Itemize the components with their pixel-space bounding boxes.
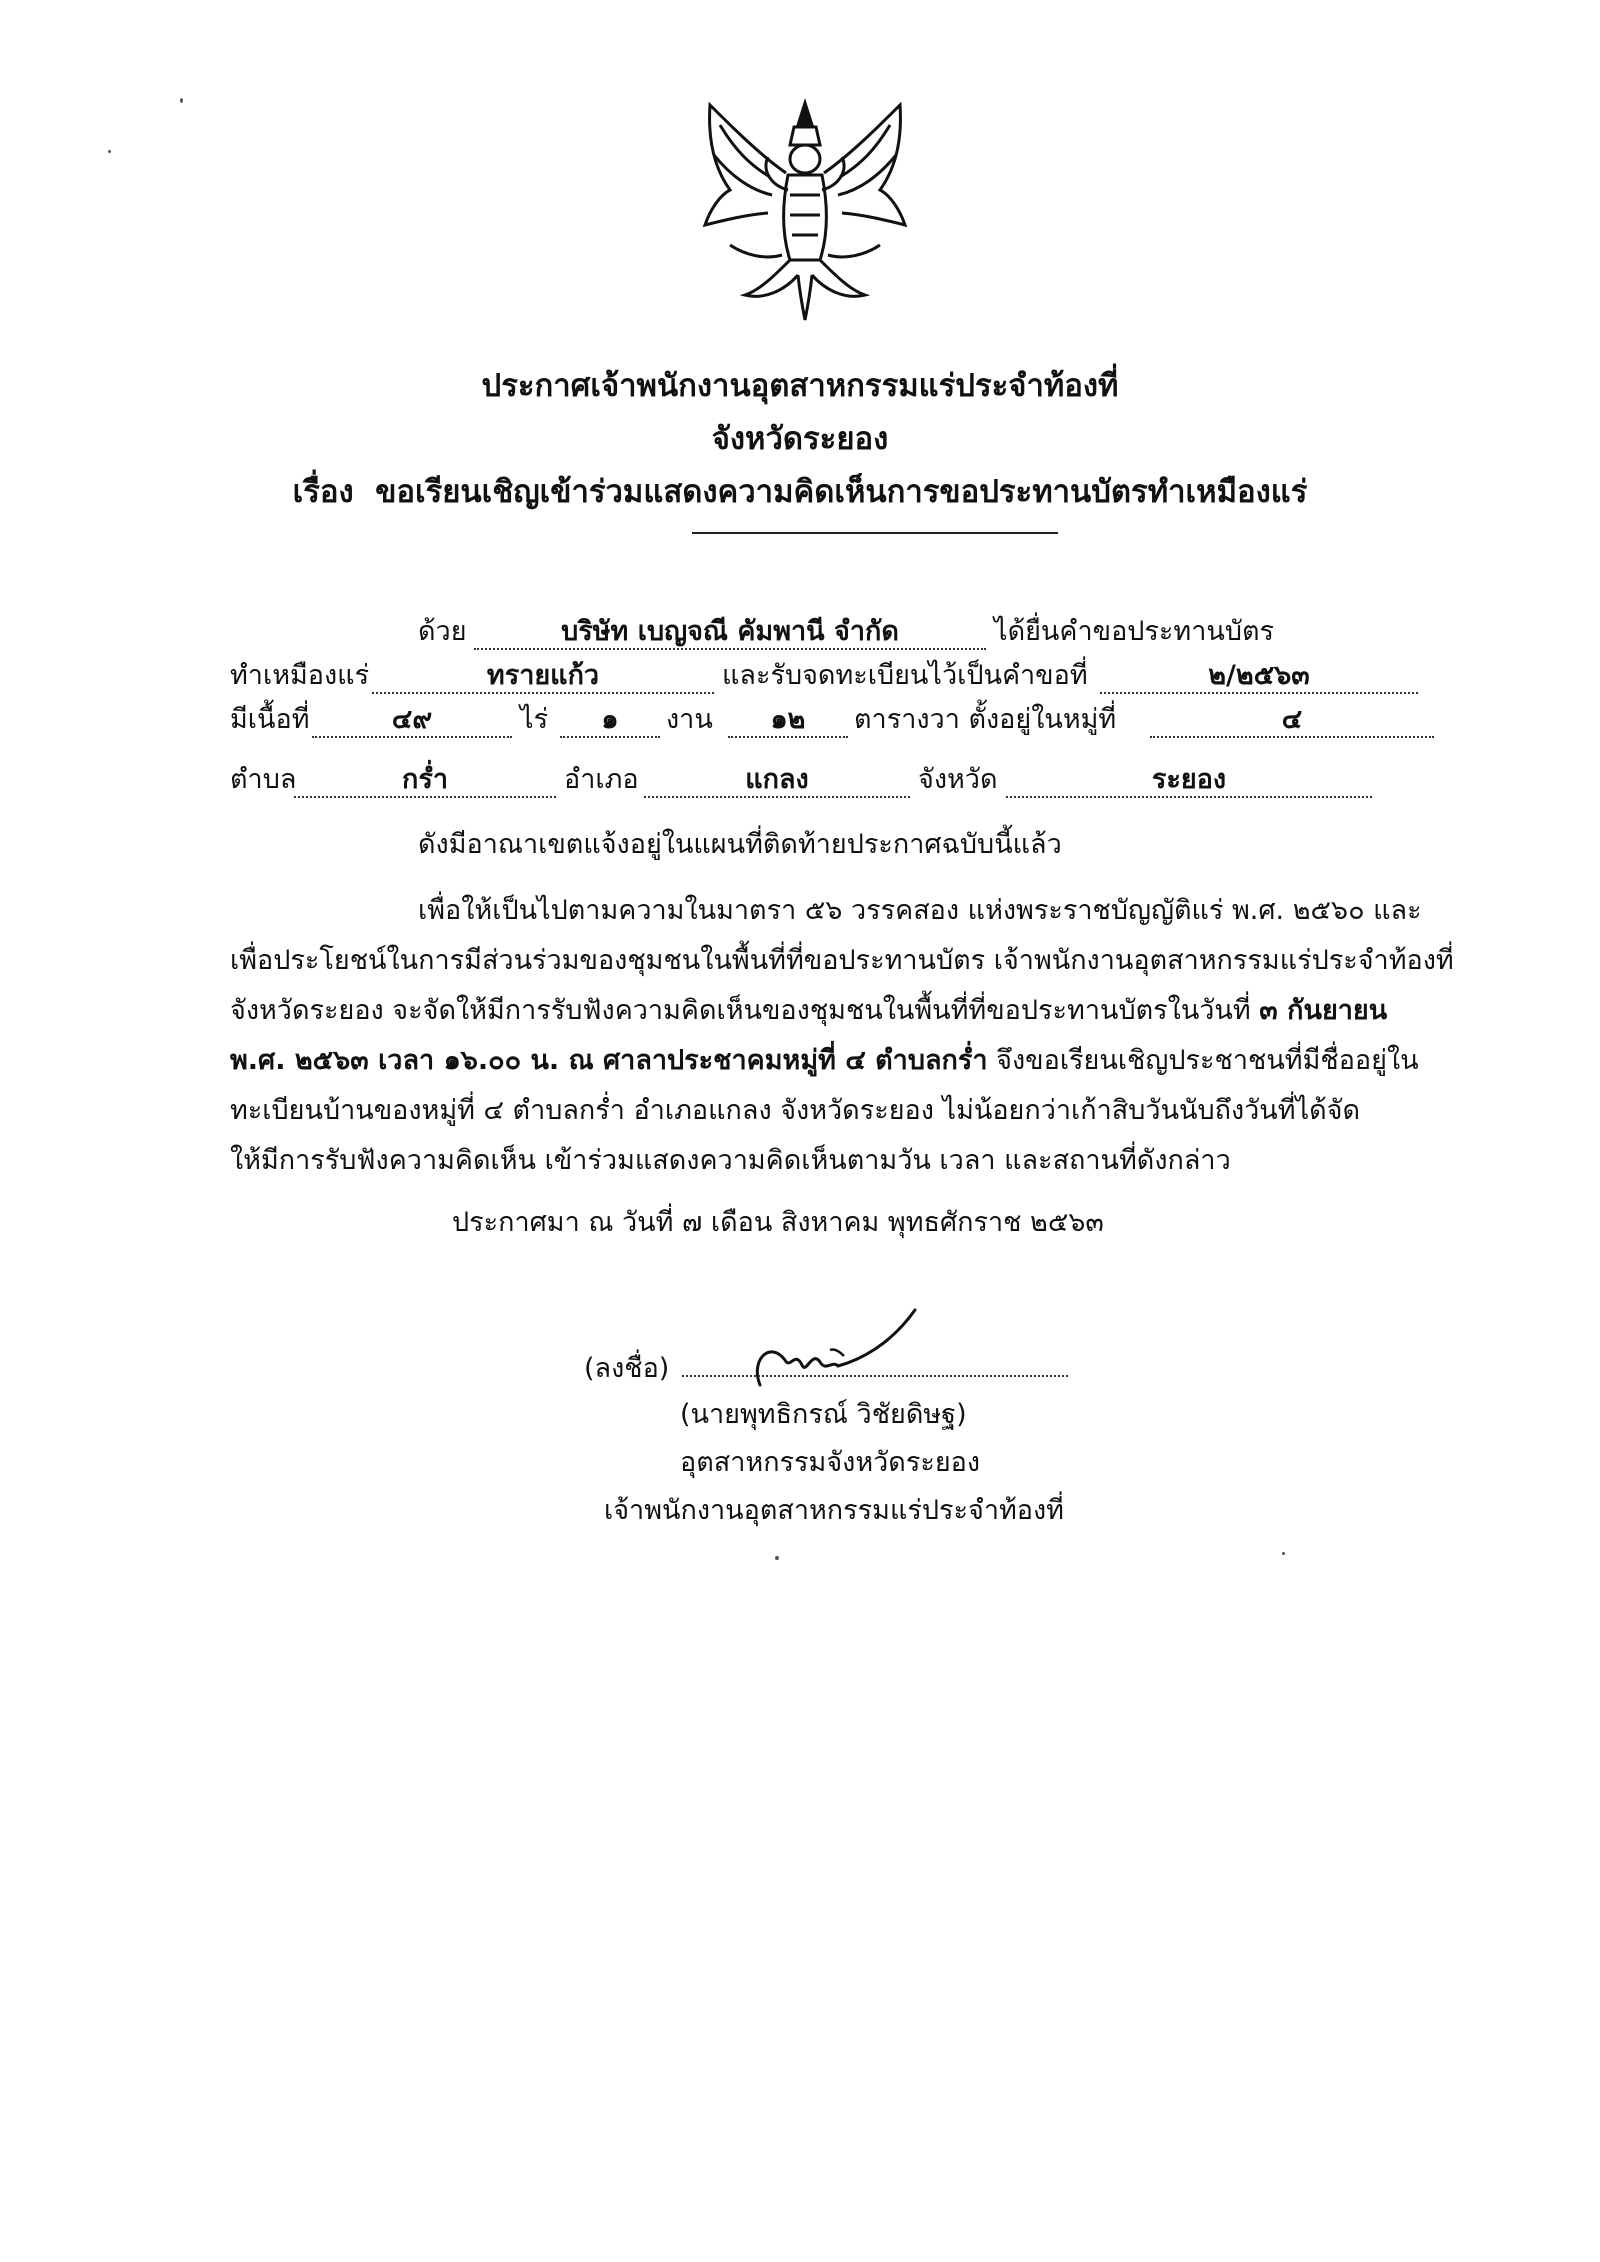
paragraph-line-1: เพื่อให้เป็นไปตามความในมาตรา ๕๖ วรรคสอง แห่งพระราชบัญญัติแร่ พ.ศ. ๒๕๖๐ และ: [418, 895, 1422, 926]
paragraph-line-3-text: จังหวัดระยอง จะจัดให้มีการรับฟังความคิดเห็นของชุมชนในพื้นที่ที่ขอประทานบัตรในวันที่: [230, 995, 1251, 1026]
label-province: จังหวัด: [918, 764, 998, 795]
scan-speck: [108, 150, 111, 153]
signature-line: [682, 1375, 1068, 1377]
form-row-1: [0, 612, 1600, 652]
label-mining: ทำเหมืองแร่: [230, 660, 370, 691]
amphoe-name: แกลง: [644, 764, 910, 798]
signatory-title-2: เจ้าพนักงานอุตสาหกรรมแร่ประจำท้องที่: [604, 1495, 1064, 1526]
form-row-4: [0, 760, 1600, 800]
hearing-date: ๓ กันยายน: [1259, 995, 1388, 1026]
area-wa: ๑๒: [728, 704, 848, 738]
paragraph-line-4: [230, 1038, 1419, 1081]
header-underline: [692, 532, 1058, 534]
paragraph-line-5: ทะเบียนบ้านของหมู่ที่ ๔ ตำบลกร่ำ อำเภอแกลง จังหวัดระยอง ไม่น้อยกว่าเก้าสิบวันนับถึงวันที่ได้จัด: [230, 1095, 1361, 1126]
label-ngan: งาน: [666, 704, 713, 735]
area-ngan: ๑: [560, 704, 660, 738]
scan-speck: [775, 1556, 779, 1560]
mineral-type: ทรายแก้ว: [372, 660, 714, 694]
area-rai: ๔๙: [312, 704, 512, 738]
moo-number: ๔: [1150, 704, 1434, 738]
paragraph-line-6: ให้มีการรับฟังความคิดเห็น เข้าร่วมแสดงความคิดเห็นตามวัน เวลา และสถานที่ดังกล่าว: [230, 1145, 1231, 1176]
label-area: มีเนื้อที่: [230, 704, 310, 735]
province-name: ระยอง: [1006, 764, 1372, 798]
request-number: ๒/๒๕๖๓: [1100, 660, 1418, 694]
label-rai: ไร่: [520, 704, 549, 735]
header-line-1: ประกาศเจ้าพนักงานอุตสาหกรรมแร่ประจำท้องที่: [481, 368, 1119, 404]
handwritten-signature: [740, 1290, 940, 1400]
header-line-2: จังหวัดระยอง: [711, 421, 889, 457]
signatory-title-1: อุตสาหกรรมจังหวัดระยอง: [680, 1447, 981, 1478]
signatory-name: (นายพุทธิกรณ์ วิชัยดิษฐ): [680, 1399, 967, 1430]
label-amphoe: อำเภอ: [564, 764, 639, 795]
announce-date: ประกาศมา ณ วันที่ ๗ เดือน สิงหาคม พุทธศักราช ๒๕๖๓: [452, 1207, 1104, 1238]
company-name: บริษัท เบญจณี คัมพานี จำกัด: [474, 616, 986, 650]
sign-label: (ลงชื่อ): [584, 1353, 670, 1384]
label-wa-moo: ตารางวา ตั้งอยู่ในหมู่ที่: [854, 704, 1117, 735]
form-row-2: [0, 656, 1600, 696]
paragraph-line-3: [230, 988, 1387, 1031]
header-subject: [0, 466, 1600, 516]
paragraph-line-2: เพื่อประโยชน์ในการมีส่วนร่วมของชุมชนในพื้นที่ที่ขอประทานบัตร เจ้าพนักงานอุตสาหกรรมแร่ประจำท้องที่: [230, 945, 1454, 976]
label-submitted: ได้ยื่นคำขอประทานบัตร: [994, 616, 1275, 647]
scan-speck: [180, 98, 183, 103]
label-dauy: ด้วย: [418, 616, 467, 647]
paragraph-line-4-text: จึงขอเรียนเชิญประชาชนที่มีชื่ออยู่ใน: [996, 1045, 1419, 1076]
label-tambon: ตำบล: [230, 764, 297, 795]
form-row-3: [0, 700, 1600, 740]
tambon-name: กร่ำ: [294, 764, 556, 798]
boundary-note: ดังมีอาณาเขตแจ้งอยู่ในแผนที่ติดท้ายประกาศฉบับนี้แล้ว: [418, 829, 1062, 860]
subject-text: ขอเรียนเชิญเข้าร่วมแสดงความคิดเห็นการขอประทานบัตรทำเหมืองแร่: [375, 474, 1308, 510]
scan-speck: [1282, 1552, 1285, 1555]
garuda-emblem: [690, 95, 920, 325]
hearing-time-place: พ.ศ. ๒๕๖๓ เวลา ๑๖.๐๐ น. ณ ศาลาประชาคมหมู่ที่ ๔ ตำบลกร่ำ: [230, 1045, 988, 1076]
label-request-no: และรับจดทะเบียนไว้เป็นคำขอที่: [722, 660, 1088, 691]
subject-label: เรื่อง: [292, 474, 354, 510]
